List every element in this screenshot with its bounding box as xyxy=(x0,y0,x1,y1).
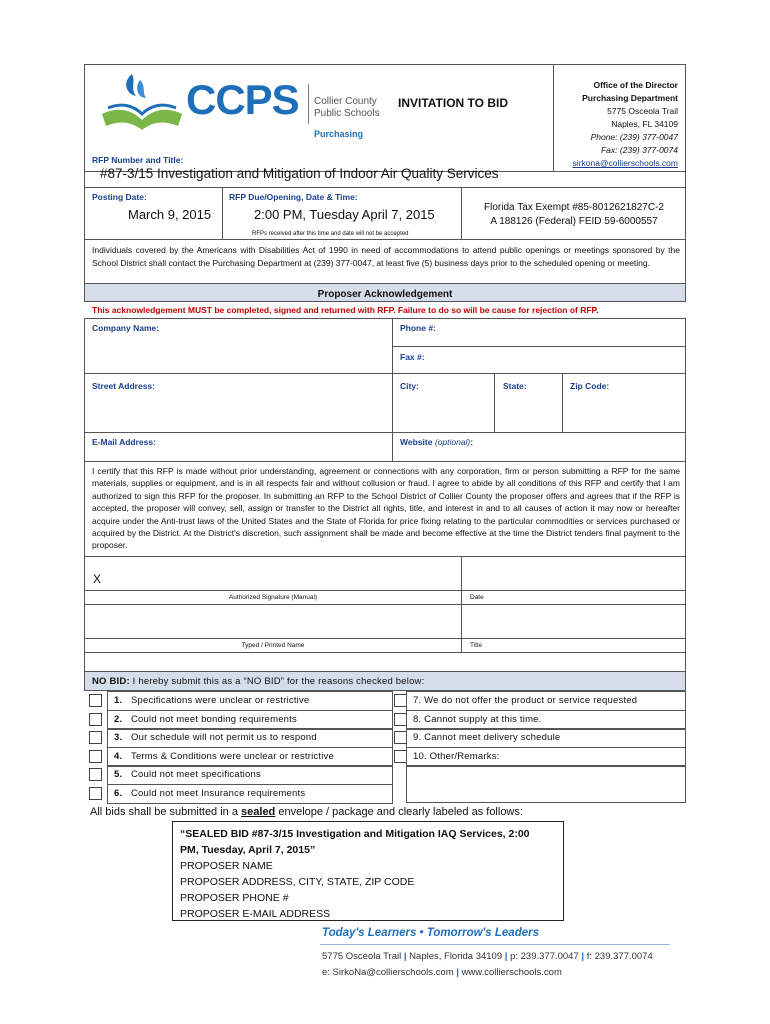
office-fax: Fax: (239) 377-0074 xyxy=(600,145,678,155)
tax-info xyxy=(465,201,683,229)
logo-book-flame-icon xyxy=(92,70,192,136)
website-label-text: Website xyxy=(400,437,433,447)
city-label: City: xyxy=(400,381,419,391)
phone-field[interactable] xyxy=(392,318,686,347)
website-optional: (optional) xyxy=(434,437,471,447)
nobid-checkbox-6[interactable] xyxy=(89,787,102,800)
title-label: Title xyxy=(470,642,483,649)
title-label-box xyxy=(461,638,686,653)
nobid-item-num: 3. xyxy=(114,732,123,743)
nobid-item-text: Could not meet specifications xyxy=(131,769,261,780)
tax-exempt: Florida Tax Exempt #85-8012621827C-2 xyxy=(484,202,664,213)
footer-website-link[interactable]: www.collierschools.com xyxy=(461,967,562,978)
signature-x: X xyxy=(93,572,102,586)
typed-label: Typed / Printed Name xyxy=(241,642,305,649)
website-label: Website (optional): xyxy=(400,437,474,447)
nobid-statement xyxy=(92,676,424,687)
office-dept: Purchasing Department xyxy=(582,93,678,103)
submit-post: envelope / package and clearly labeled as follows: xyxy=(275,806,523,818)
footer-fax: f: 239.377.0074 xyxy=(586,951,653,962)
state-label: State: xyxy=(503,381,527,391)
sig-label: Authorized Signature (Manual) xyxy=(228,594,318,601)
nobid-checkbox-5[interactable] xyxy=(89,768,102,781)
ada-notice: Individuals covered by the Americans with Disabilities Act of 1990 in need of accommodations to attend public openings or meetings sponsored by the School District shall contact the Purchasing Department at (239) 377-0047, at least five (5) business days prior to the scheduled opening or meeting. xyxy=(92,245,680,268)
doc-title: INVITATION TO BID xyxy=(398,96,508,110)
date-label: Date xyxy=(470,594,484,601)
nobid-item-text: Could not meet Insurance requirements xyxy=(131,788,306,799)
nobid-item-num: 4. xyxy=(114,751,123,762)
office-addr2: Naples, FL 34109 xyxy=(611,119,678,129)
nobid-checkbox-2[interactable] xyxy=(89,713,102,726)
title-field[interactable] xyxy=(461,604,686,639)
footer-email-link[interactable]: e: SirkoNa@collierschools.com xyxy=(322,967,454,978)
fax-field[interactable] xyxy=(392,346,686,374)
phone-label: Phone #: xyxy=(400,323,436,333)
nobid-item-text: Specifications were unclear or restrictive xyxy=(131,695,310,706)
date-label-box xyxy=(461,590,686,605)
nobid-item-text: Our schedule will not permit us to respond xyxy=(131,732,317,743)
office-addr1: 5775 Osceola Trail xyxy=(607,106,678,116)
logo-text: CCPS xyxy=(186,76,299,123)
label-line5: PROPOSER PHONE # xyxy=(180,892,289,904)
nobid-checkbox-4[interactable] xyxy=(89,750,102,763)
nobid-item-text: Could not meet bonding requirements xyxy=(131,714,297,725)
ack-warning: This acknowledgement MUST be completed, signed and returned with RFP. Failure to do so will be cause for rejection of RFP. xyxy=(92,305,599,315)
nobid-item-text: Terms & Conditions were unclear or restrictive xyxy=(131,751,334,762)
footer-rule xyxy=(320,944,670,945)
submit-instructions xyxy=(90,806,523,818)
logo-sub1: Collier County xyxy=(314,96,377,107)
label-line3: PROPOSER NAME xyxy=(180,860,273,872)
nobid-checkbox-1[interactable] xyxy=(89,694,102,707)
nobid-item-right: 10. Other/Remarks: xyxy=(413,751,500,762)
nobid-item-num: 6. xyxy=(114,788,123,799)
nobid-item-right: 9. Cannot meet delivery schedule xyxy=(413,732,561,743)
ack-header xyxy=(84,284,686,302)
nobid-item-num: 1. xyxy=(114,695,123,706)
due-date-value: 2:00 PM, Tuesday April 7, 2015 xyxy=(254,207,435,222)
due-note: RFPs received after this time and date will not be accepted xyxy=(252,231,409,237)
submit-sealed: sealed xyxy=(241,806,276,818)
footer-tagline: Today's Learners • Tomorrow's Leaders xyxy=(322,927,539,939)
nobid-text: I hereby submit this as a “NO BID” for the reasons checked below: xyxy=(129,676,425,687)
ack-header-text: Proposer Acknowledgement xyxy=(317,289,453,300)
signature-field[interactable] xyxy=(84,556,462,591)
footer-line2: e: SirkoNa@collierschools.com | www.collierschools.com xyxy=(322,967,562,978)
label-line4: PROPOSER ADDRESS, CITY, STATE, ZIP CODE xyxy=(180,876,415,888)
posting-date-label: Posting Date: xyxy=(92,192,147,202)
logo-divider xyxy=(308,84,309,124)
due-date-label: RFP Due/Opening, Date & Time: xyxy=(229,192,358,202)
logo-dept: Purchasing xyxy=(314,129,364,139)
printed-name-field[interactable] xyxy=(84,604,462,639)
footer-line1: 5775 Osceola Trail | Naples, Florida 34109 | p: 239.377.0047 | f: 239.377.0074 xyxy=(322,951,653,962)
nobid-item-right: 7. We do not offer the product or service requested xyxy=(413,695,638,706)
rfp-title: #87-3/15 Investigation and Mitigation of Indoor Air Quality Services xyxy=(100,166,499,181)
office-title: Office of the Director xyxy=(593,80,678,90)
nobid-item-right: 8. Cannot supply at this time. xyxy=(413,714,542,725)
footer-city: Naples, Florida 34109 xyxy=(409,951,503,962)
remarks-field[interactable] xyxy=(406,765,686,803)
fax-label: Fax #: xyxy=(400,352,425,362)
label-line6: PROPOSER E-MAIL ADDRESS xyxy=(180,908,331,920)
nobid-item-num: 2. xyxy=(114,714,123,725)
label-line2: PM, Tuesday, April 7, 2015” xyxy=(180,844,316,856)
label-sample xyxy=(180,826,560,922)
footer-phone: p: 239.377.0047 xyxy=(510,951,579,962)
nobid-checkbox-3[interactable] xyxy=(89,731,102,744)
tax-feid: A 188126 (Federal) FEID 59-6000557 xyxy=(490,216,658,227)
ack-warning-text: This acknowledgement MUST be completed, signed and returned with RFP. Failure to do so will be cause for rejection of RFP xyxy=(92,305,597,315)
footer-street: 5775 Osceola Trail xyxy=(322,951,402,962)
rfp-number-label: RFP Number and Title: xyxy=(92,155,184,165)
logo-sub2: Public Schools xyxy=(314,108,380,119)
street-label: Street Address: xyxy=(92,381,155,391)
zip-label: Zip Code: xyxy=(570,381,610,391)
company-label: Company Name: xyxy=(92,323,160,333)
nobid-item-num: 5. xyxy=(114,769,123,780)
posting-date-value: March 9, 2015 xyxy=(128,207,212,222)
sign-date-field[interactable] xyxy=(461,556,686,591)
certify-text: I certify that this RFP is made without prior understanding, agreement or connections with any corporation, firm or person submitting a RFP for the same materials, supplies or equipment, and is in all respects fair and without collusion or fraud. I agree to abide by all conditions of this RFP and certify that I am authorized to sign this RFP for the proposer. In submitting an RFP to the School District of Collier County the proposer offers and agrees that if the RFP is accepted, the proposer will convey, sell, assign or transfer to the District all rights, title, and interest in and to all causes of action it may now or hereafter acquire under the Anti-trust laws of the United States and the State of Florida for price fixing relating to the particular commodities or services purchased or acquired by the District. At the District's discretion, such assignment shall be made and become effective at the time the District tenders final payment to the proposer. xyxy=(92,466,680,551)
spacer-row xyxy=(84,652,686,672)
office-email-link[interactable]: sirkona@collierschools.com xyxy=(572,158,678,168)
email-label: E-Mail Address: xyxy=(92,437,156,447)
label-line1: “SEALED BID #87-3/15 Investigation and Mitigation IAQ Services, 2:00 xyxy=(180,828,530,840)
submit-pre: All bids shall be submitted in a xyxy=(90,806,242,818)
nobid-lead: NO BID: xyxy=(92,676,130,687)
office-phone: Phone: (239) 377-0047 xyxy=(590,132,678,142)
office-info xyxy=(556,79,678,170)
